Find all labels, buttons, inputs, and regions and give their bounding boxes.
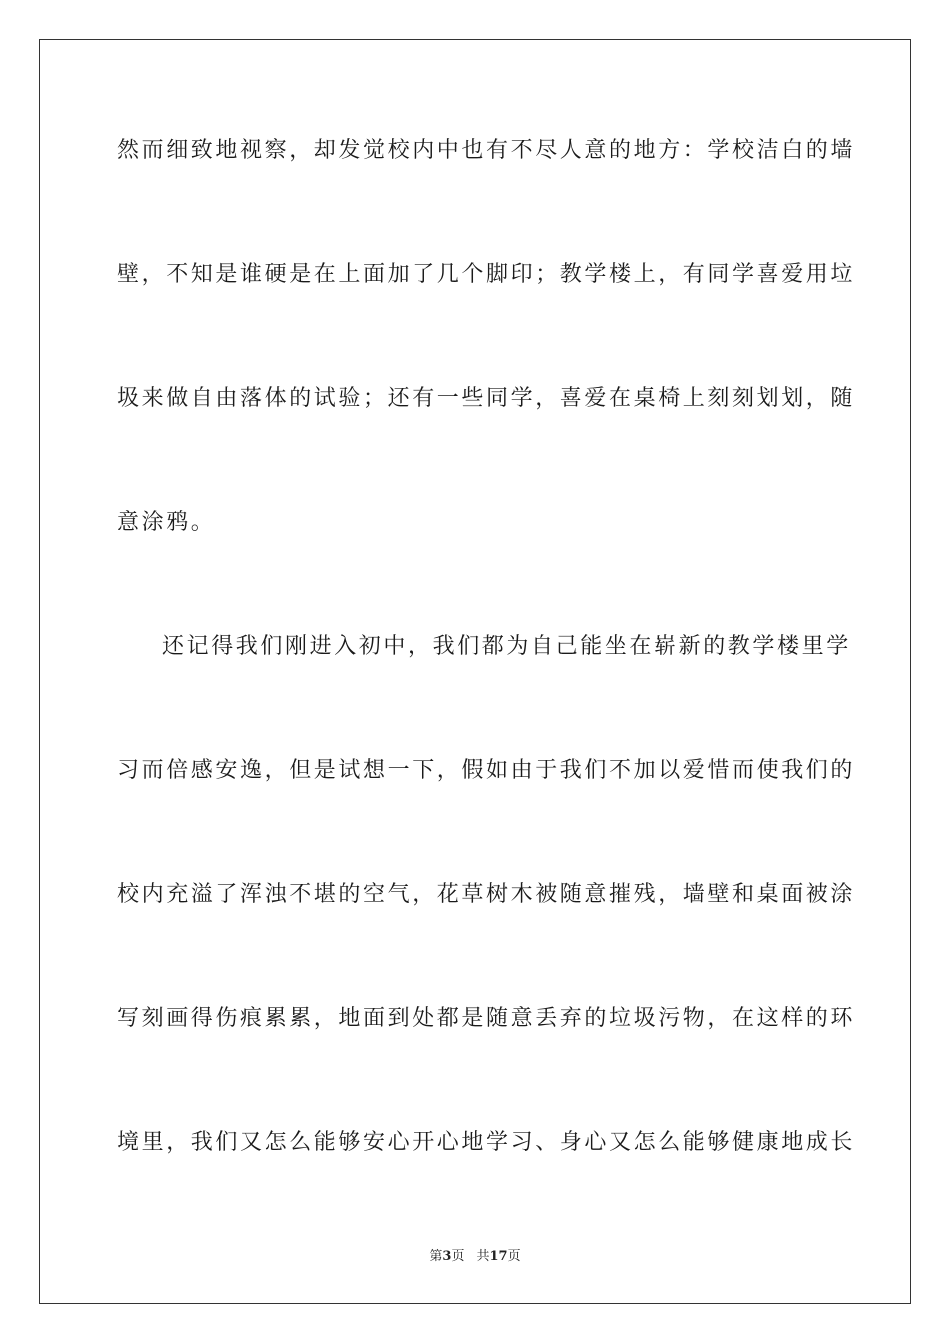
body-line-5-paragraph-start: 还记得我们刚进入初中，我们都为自己能坐在崭新的教学楼里学 <box>162 634 851 659</box>
body-line-6: 习而倍感安逸，但是试想一下，假如由于我们不加以爱惜而使我们的 <box>117 758 856 783</box>
body-line-7: 校内充溢了浑浊不堪的空气，花草树木被随意摧残，墙壁和桌面被涂 <box>117 882 856 907</box>
body-line-2: 壁，不知是谁硬是在上面加了几个脚印；教学楼上，有同学喜爱用垃 <box>117 262 856 287</box>
footer-total-pages: 17 <box>489 1249 508 1264</box>
body-line-9: 境里，我们又怎么能够安心开心地学习、身心又怎么能够健康地成长 <box>117 1130 856 1155</box>
footer-page-number: 3 <box>442 1249 452 1264</box>
body-line-3: 圾来做自由落体的试验；还有一些同学，喜爱在桌椅上刻刻划划，随 <box>117 386 856 411</box>
footer-total-suffix: 页 <box>507 1249 521 1264</box>
footer-total-prefix: 共 <box>476 1249 490 1264</box>
body-line-1: 然而细致地视察，却发觉校内中也有不尽人意的地方：学校洁白的墙 <box>117 138 856 163</box>
footer-page-prefix: 第 <box>429 1249 443 1264</box>
footer-page-suffix: 页 <box>451 1249 465 1264</box>
page-border <box>39 39 911 1304</box>
body-line-4: 意涂鸦。 <box>117 510 216 535</box>
body-line-8: 写刻画得伤痕累累，地面到处都是随意丢弃的垃圾污物，在这样的环 <box>117 1006 856 1031</box>
page-footer <box>0 1245 950 1264</box>
